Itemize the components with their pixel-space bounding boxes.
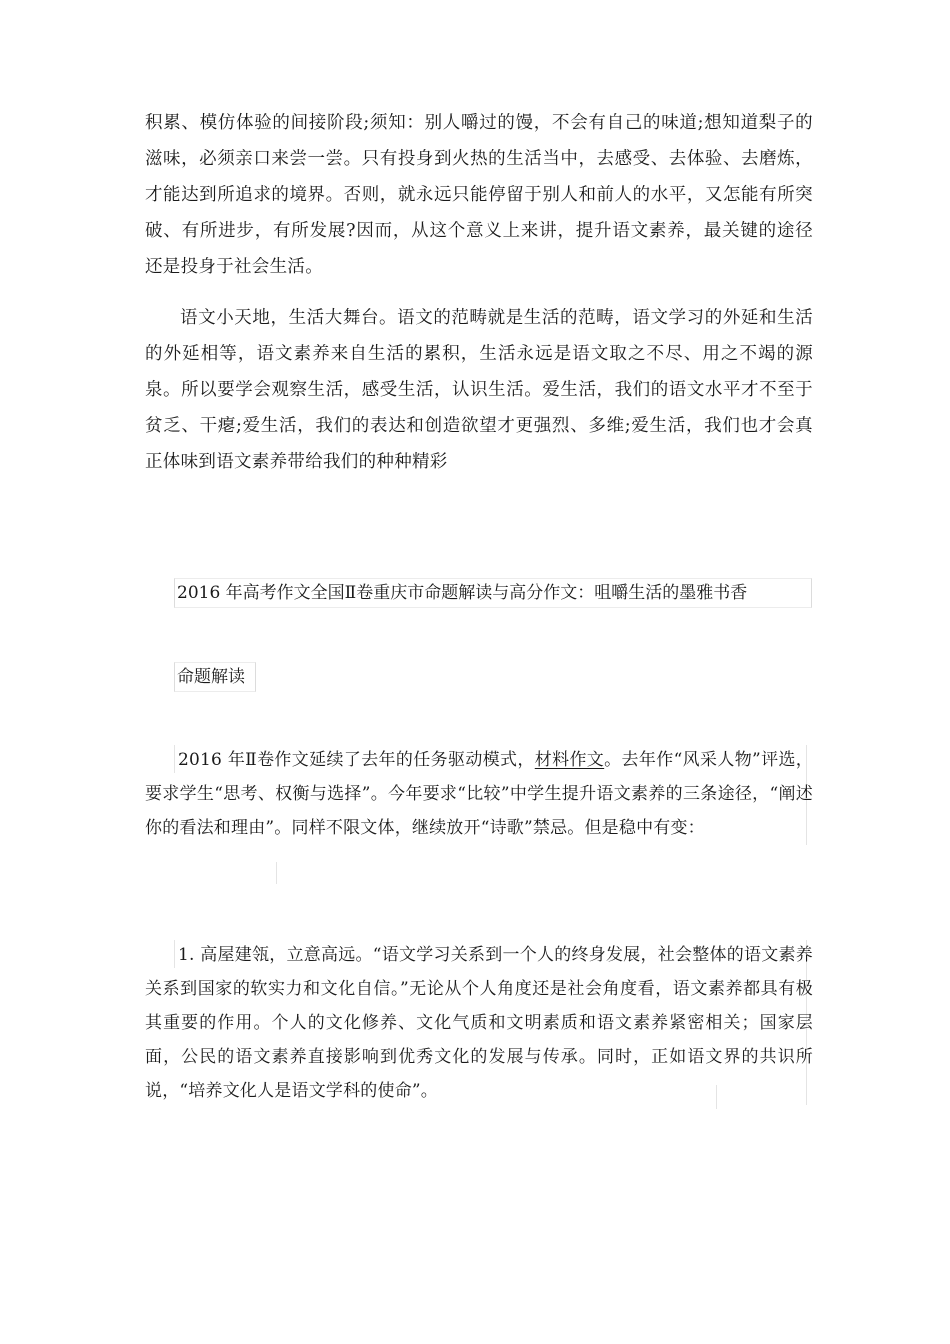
intro-paragraph bbox=[145, 743, 813, 845]
box-border bbox=[276, 862, 277, 884]
point-1-paragraph: 1. 高屋建瓴，立意高远。“语文学习关系到一个人的终身发展，社会整体的语文素养关系到国家的软实力和文化自信。”无论从个人角度还是社会角度看，语文素养都具有极其重要的作用。个人的文化修养、文化气质和文明素质和语文素养紧密相关；国家层面，公民的语文素养直接影响到优秀文化的发展与传承。同时，正如语文界的共识所说，“培养文化人是语文学科的使命”。 bbox=[145, 945, 813, 1101]
body-paragraph-2: 语文小天地，生活大舞台。语文的范畴就是生活的范畴，语文学习的外延和生活的外延相等，语文素养来自生活的累积，生活永远是语文取之不尽、用之不竭的源泉。所以要学会观察生活，感受生活，认识生活。爱生活，我们的语文水平才不至于贫乏、干瘪;爱生活，我们的表达和创造欲望才更强烈、多维;爱生活，我们也才会真正体味到语文素养带给我们的种种精彩 bbox=[145, 308, 813, 472]
intro-text-2: 。去年作“风采人物”评选，要求学生“思考、权衡与选择”。今年要求“比较”中学生提升语文素养的三条途径，“阐述你的看法和理由”。同样不限文体，继续放开“诗歌”禁忌。但是稳中有变： bbox=[145, 750, 813, 838]
article-title: 2016 年高考作文全国Ⅱ卷重庆市命题解读与高分作文：咀嚼生活的墨雅书香 bbox=[174, 578, 812, 608]
intro-text-1: 2016 年Ⅱ卷作文延续了去年的任务驱动模式， bbox=[178, 750, 535, 770]
material-essay-link[interactable]: 材料作文 bbox=[534, 750, 605, 770]
body-paragraph-1: 积累、模仿体验的间接阶段;须知：别人嚼过的馒，不会有自己的味道;想知道梨子的滋味，必须亲口来尝一尝。只有投身到火热的生活当中，去感受、去体验、去磨炼，才能达到所追求的境界。否则，就永远只能停留于别人和前人的水平，又怎能有所突破、有所进步，有所发展?因而，从这个意义上来讲，提升语文素养，最关键的途径还是投身于社会生活。 bbox=[145, 113, 813, 277]
section-heading: 命题解读 bbox=[174, 662, 256, 692]
